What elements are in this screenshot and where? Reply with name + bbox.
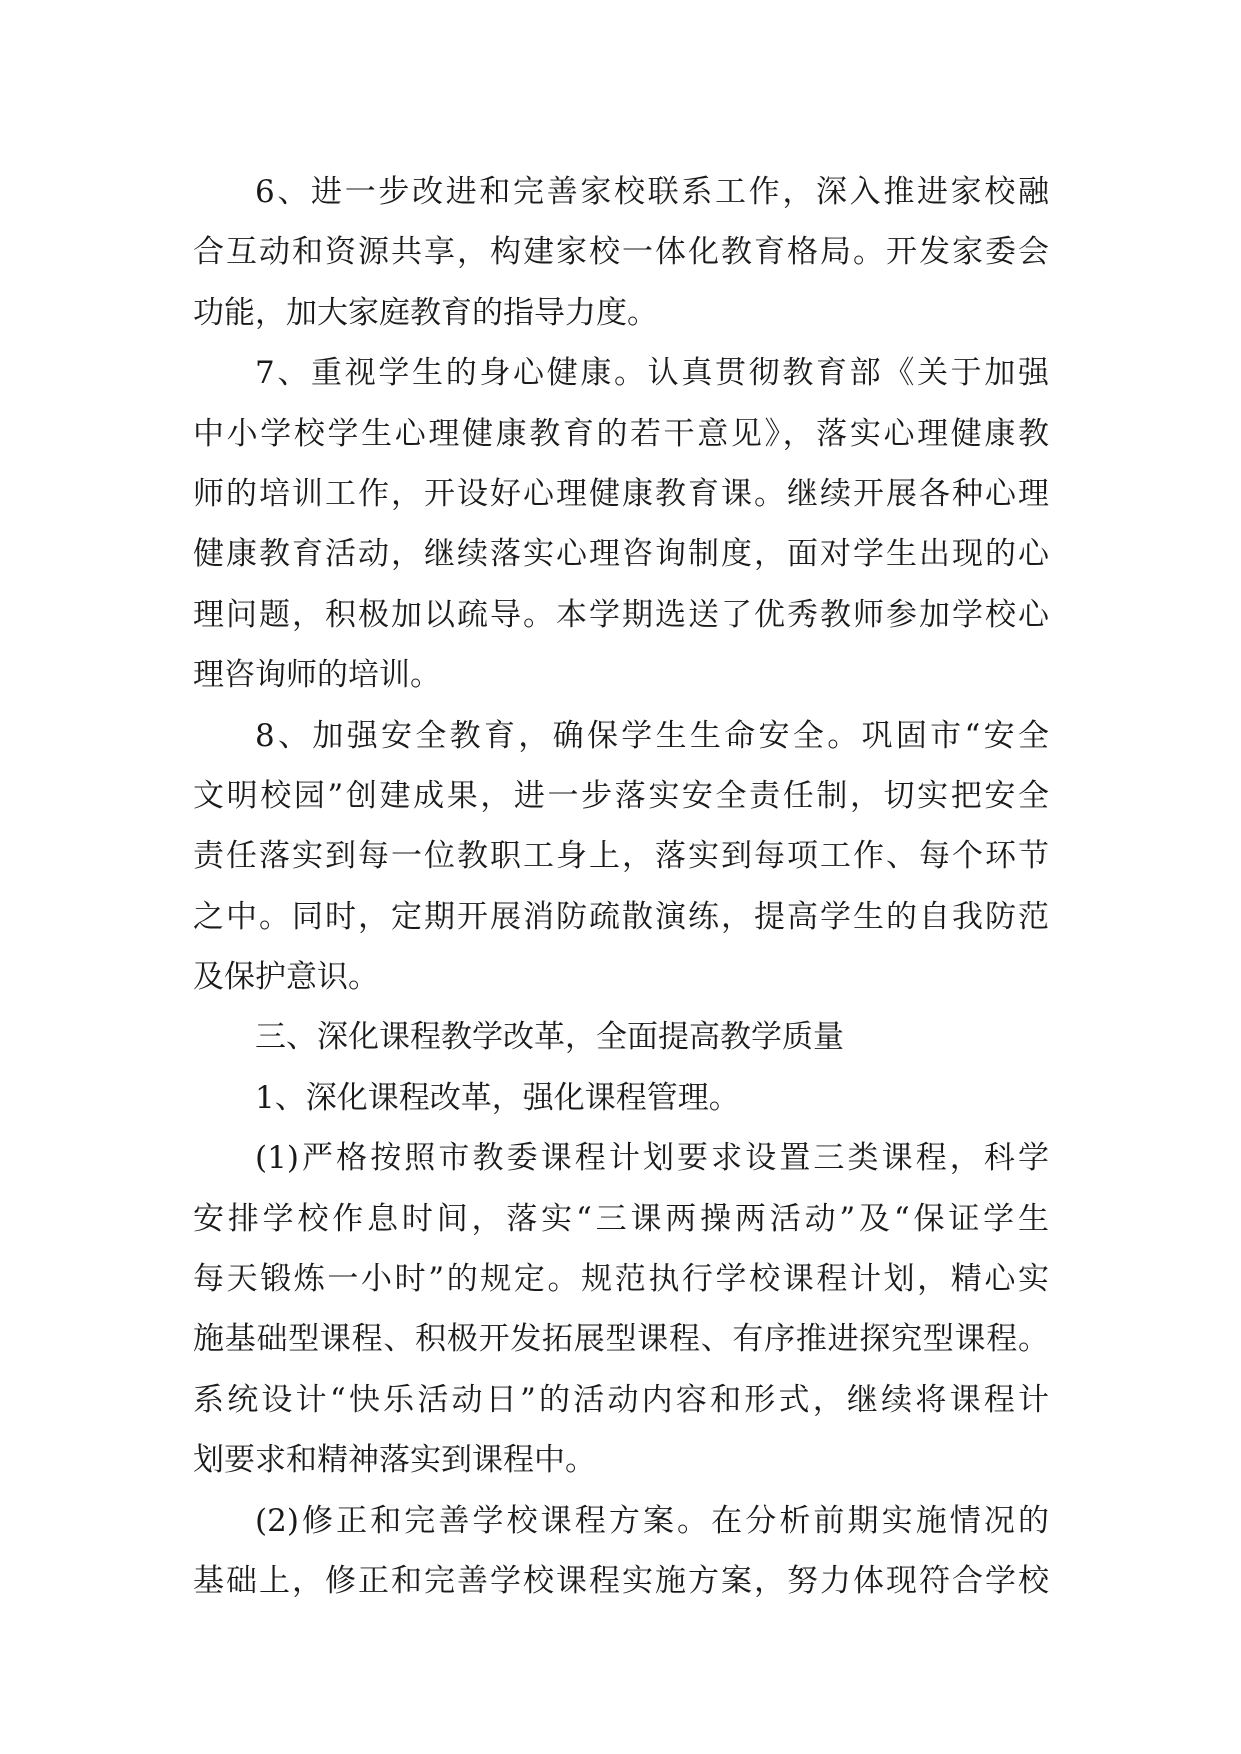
text-line: 理咨询师的培训。 xyxy=(193,657,441,694)
text-line: 师的培训工作，开设好心理健康教育课。继续开展各种心理 xyxy=(193,475,1049,512)
text-line: 责任落实到每一位教职工身上，落实到每项工作、每个环节 xyxy=(193,838,1049,875)
text-line: 每天锻炼一小时”的规定。规范执行学校课程计划，精心实 xyxy=(193,1261,1049,1298)
text-line: 划要求和精神落实到课程中。 xyxy=(193,1442,596,1479)
text-line: 安排学校作息时间，落实“三课两操两活动”及“保证学生 xyxy=(193,1200,1049,1237)
text-line: 文明校园”创建成果，进一步落实安全责任制，切实把安全 xyxy=(193,777,1049,814)
text-line: (2)修正和完善学校课程方案。在分析前期实施情况的 xyxy=(255,1502,1049,1539)
text-line: 之中。同时，定期开展消防疏散演练，提高学生的自我防范 xyxy=(193,898,1049,935)
text-line: 6、进一步改进和完善家校联系工作，深入推进家校融 xyxy=(255,174,1049,210)
text-line: 健康教育活动，继续落实心理咨询制度，面对学生出现的心 xyxy=(193,536,1049,573)
text-line: 系统设计“快乐活动日”的活动内容和形式，继续将课程计 xyxy=(193,1381,1049,1418)
text-line: 基础上，修正和完善学校课程实施方案，努力体现符合学校 xyxy=(193,1562,1049,1599)
text-line: 功能，加大家庭教育的指导力度。 xyxy=(193,294,658,331)
document-page xyxy=(193,162,1049,1611)
text-line: 7、重视学生的身心健康。认真贯彻教育部《关于加强 xyxy=(255,355,1049,392)
section-heading: 三、深化课程教学改革，全面提高教学质量 xyxy=(255,1019,844,1056)
text-line: 8、加强安全教育，确保学生生命安全。巩固市“安全 xyxy=(255,717,1049,754)
text-line: (1)严格按照市教委课程计划要求设置三类课程，科学 xyxy=(255,1140,1049,1177)
text-line: 理问题，积极加以疏导。本学期选送了优秀教师参加学校心 xyxy=(193,596,1049,633)
subsection-heading: 1、深化课程改革，强化课程管理。 xyxy=(255,1079,740,1116)
text-line: 施基础型课程、积极开发拓展型课程、有序推进探究型课程。 xyxy=(193,1321,1049,1358)
text-line: 合互动和资源共享，构建家校一体化教育格局。开发家委会 xyxy=(193,234,1049,271)
text-line: 中小学校学生心理健康教育的若干意见》，落实心理健康教 xyxy=(193,415,1049,452)
text-line: 及保护意识。 xyxy=(193,959,379,996)
